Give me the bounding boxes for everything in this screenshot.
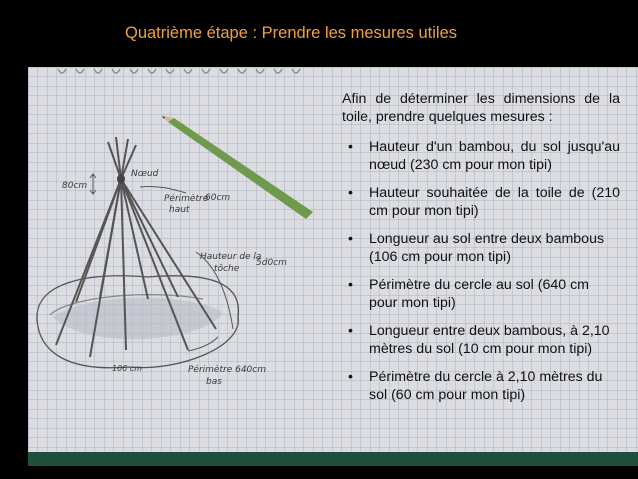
label-noeud: Nœud <box>131 169 159 179</box>
label-60cm: 60cm <box>205 193 231 203</box>
knot-mark <box>117 174 125 184</box>
list-item <box>342 138 620 174</box>
list-item <box>342 184 620 220</box>
bullet-icon: • <box>348 231 353 247</box>
label-haut: haut <box>169 205 190 215</box>
list-item-text: Longueur au sol entre deux bambous (106 cm pour mon tipi) <box>369 231 605 265</box>
list-item <box>342 276 620 312</box>
measurement-list <box>342 138 620 414</box>
list-item <box>342 230 620 266</box>
list-item-text: Périmètre du cercle au sol (640 cm pour mon tipi) <box>369 277 589 311</box>
bullet-icon: • <box>348 277 353 293</box>
bullet-icon: • <box>348 185 353 201</box>
label-toche: tôche <box>214 264 240 274</box>
instructions-panel <box>314 70 638 466</box>
intro-text: Afin de déterminer les dimensions de la toile, prendre quelques mesures : <box>342 91 620 125</box>
label-bas: bas <box>206 377 222 387</box>
slide-title: Quatrième étape : Prendre les mesures utiles <box>125 24 457 42</box>
label-perimetre-bas: Périmètre 640cm <box>188 365 266 375</box>
list-item-text: Périmètre du cercle à 2,10 mètres du sol (60 cm pour mon tipi) <box>369 369 603 403</box>
bullet-icon: • <box>348 323 353 339</box>
bullet-icon: • <box>348 139 353 155</box>
label-80cm: 80cm <box>62 181 88 191</box>
list-item-text: Hauteur souhaitée de la toile de (210 cm pour mon tipi) <box>369 185 620 219</box>
label-106cm: 106 cm <box>112 364 143 373</box>
list-item <box>342 322 620 358</box>
list-item-text: Longueur entre deux bambous, à 2,10 mètres du sol (10 cm pour mon tipi) <box>369 323 610 357</box>
list-item-text: Hauteur d'un bambou, du sol jusqu'au nœud (230 cm pour mon tipi) <box>369 139 620 173</box>
list-item <box>342 368 620 404</box>
label-canvas-height-value: 5d0cm <box>256 258 287 268</box>
label-perimetre-haut: Périmètre <box>164 194 209 204</box>
bullet-icon: • <box>348 369 353 385</box>
label-hauteur-toile: Hauteur de la <box>200 252 262 262</box>
